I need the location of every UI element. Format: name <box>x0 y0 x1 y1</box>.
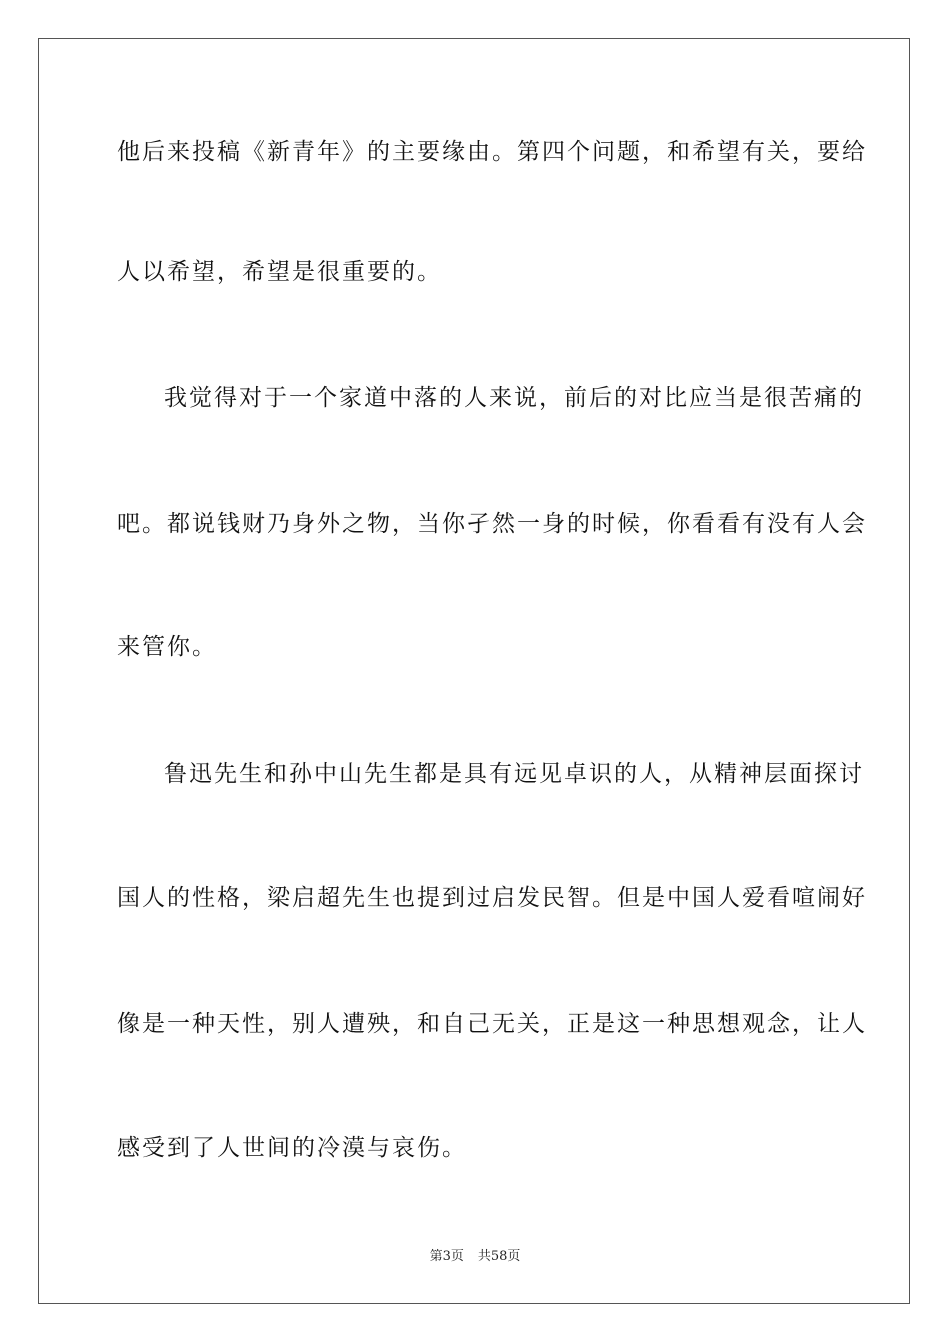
text-line: 吧。都说钱财乃身外之物，当你孑然一身的时候，你看看有没有人会 <box>117 511 867 537</box>
text-line: 他后来投稿《新青年》的主要缘由。第四个问题，和希望有关，要给 <box>117 139 867 165</box>
page-footer <box>0 1248 950 1266</box>
page-total: 共58页 <box>477 1249 521 1264</box>
text-line: 像是一种天性，别人遭殃，和自己无关，正是这一种思想观念，让人 <box>117 1011 867 1037</box>
text-line: 鲁迅先生和孙中山先生都是具有远见卓识的人，从精神层面探讨 <box>164 761 864 787</box>
page-border <box>38 38 910 1304</box>
text-line: 人以希望，希望是很重要的。 <box>117 259 442 285</box>
text-line: 我觉得对于一个家道中落的人来说，前后的对比应当是很苦痛的 <box>164 385 864 411</box>
text-line: 感受到了人世间的冷漠与哀伤。 <box>117 1135 467 1161</box>
text-line: 国人的性格，梁启超先生也提到过启发民智。但是中国人爱看喧闹好 <box>117 885 867 911</box>
text-line: 来管你。 <box>117 634 217 660</box>
page-number: 第3页 <box>429 1249 464 1264</box>
